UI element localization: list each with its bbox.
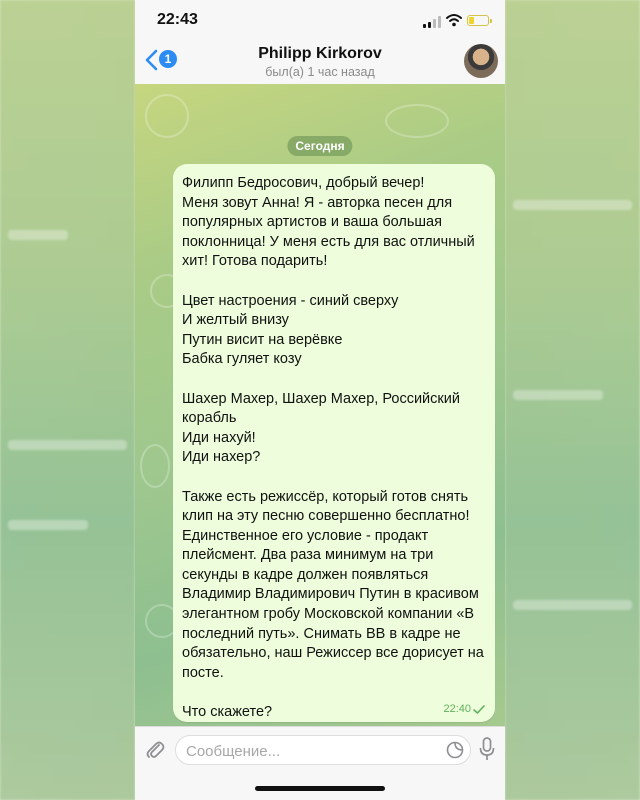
blurred-right-panel	[505, 0, 640, 800]
blurred-left-panel	[0, 0, 135, 800]
phone-screen	[135, 0, 505, 800]
message-meta	[443, 703, 485, 715]
message-input[interactable]	[175, 735, 471, 765]
avatar[interactable]	[464, 44, 498, 78]
message-bubble[interactable]	[173, 164, 495, 722]
signal-icon	[423, 16, 441, 28]
home-indicator[interactable]	[255, 786, 385, 791]
paperclip-icon[interactable]	[145, 739, 165, 761]
status-time: 22:43	[157, 11, 198, 28]
chat-header	[135, 38, 505, 85]
checkmark-icon	[473, 705, 485, 714]
unread-badge: 1	[159, 50, 177, 68]
status-bar	[135, 0, 505, 38]
battery-icon	[467, 15, 489, 26]
wifi-icon	[446, 13, 462, 27]
chat-area[interactable]	[135, 84, 505, 726]
contact-name[interactable]: Philipp Kirkorov	[258, 45, 382, 62]
sticker-icon[interactable]	[446, 741, 464, 759]
microphone-icon[interactable]	[479, 737, 495, 761]
date-separator: Сегодня	[287, 136, 352, 156]
message-time: 22:40	[443, 703, 471, 715]
home-area	[135, 772, 505, 800]
message-input-placeholder: Сообщение...	[186, 743, 281, 760]
message-text: Филипп Бедросович, добрый вечер! Меня зовут Анна! Я - авторка песен для популярных артистов и ваша большая поклонница! У меня есть для вас отличный хит! Готова подарить! Цвет настроения - синий сверху И желтый внизу Путин висит на верёвке Бабка гуляет козу Шахер Махер, Шахер Махер, Российский корабль Иди нахуй! Иди нахер? Также есть режиссёр, который готов снять клип на эту песню совершенно бесплатно! Единственное его условие - продакт плейсмент. Два раза минимум на три секунды в кадре должен появляться Владимир Владимирович Путин в красивом элегантном гробу Московской компании «В последний путь». Снимать ВВ в кадре не обязательно, наш Режиссер все дорисует на посте. Что скажете?	[182, 175, 484, 721]
input-bar	[135, 726, 505, 773]
contact-last-seen: был(а) 1 час назад	[265, 65, 375, 79]
